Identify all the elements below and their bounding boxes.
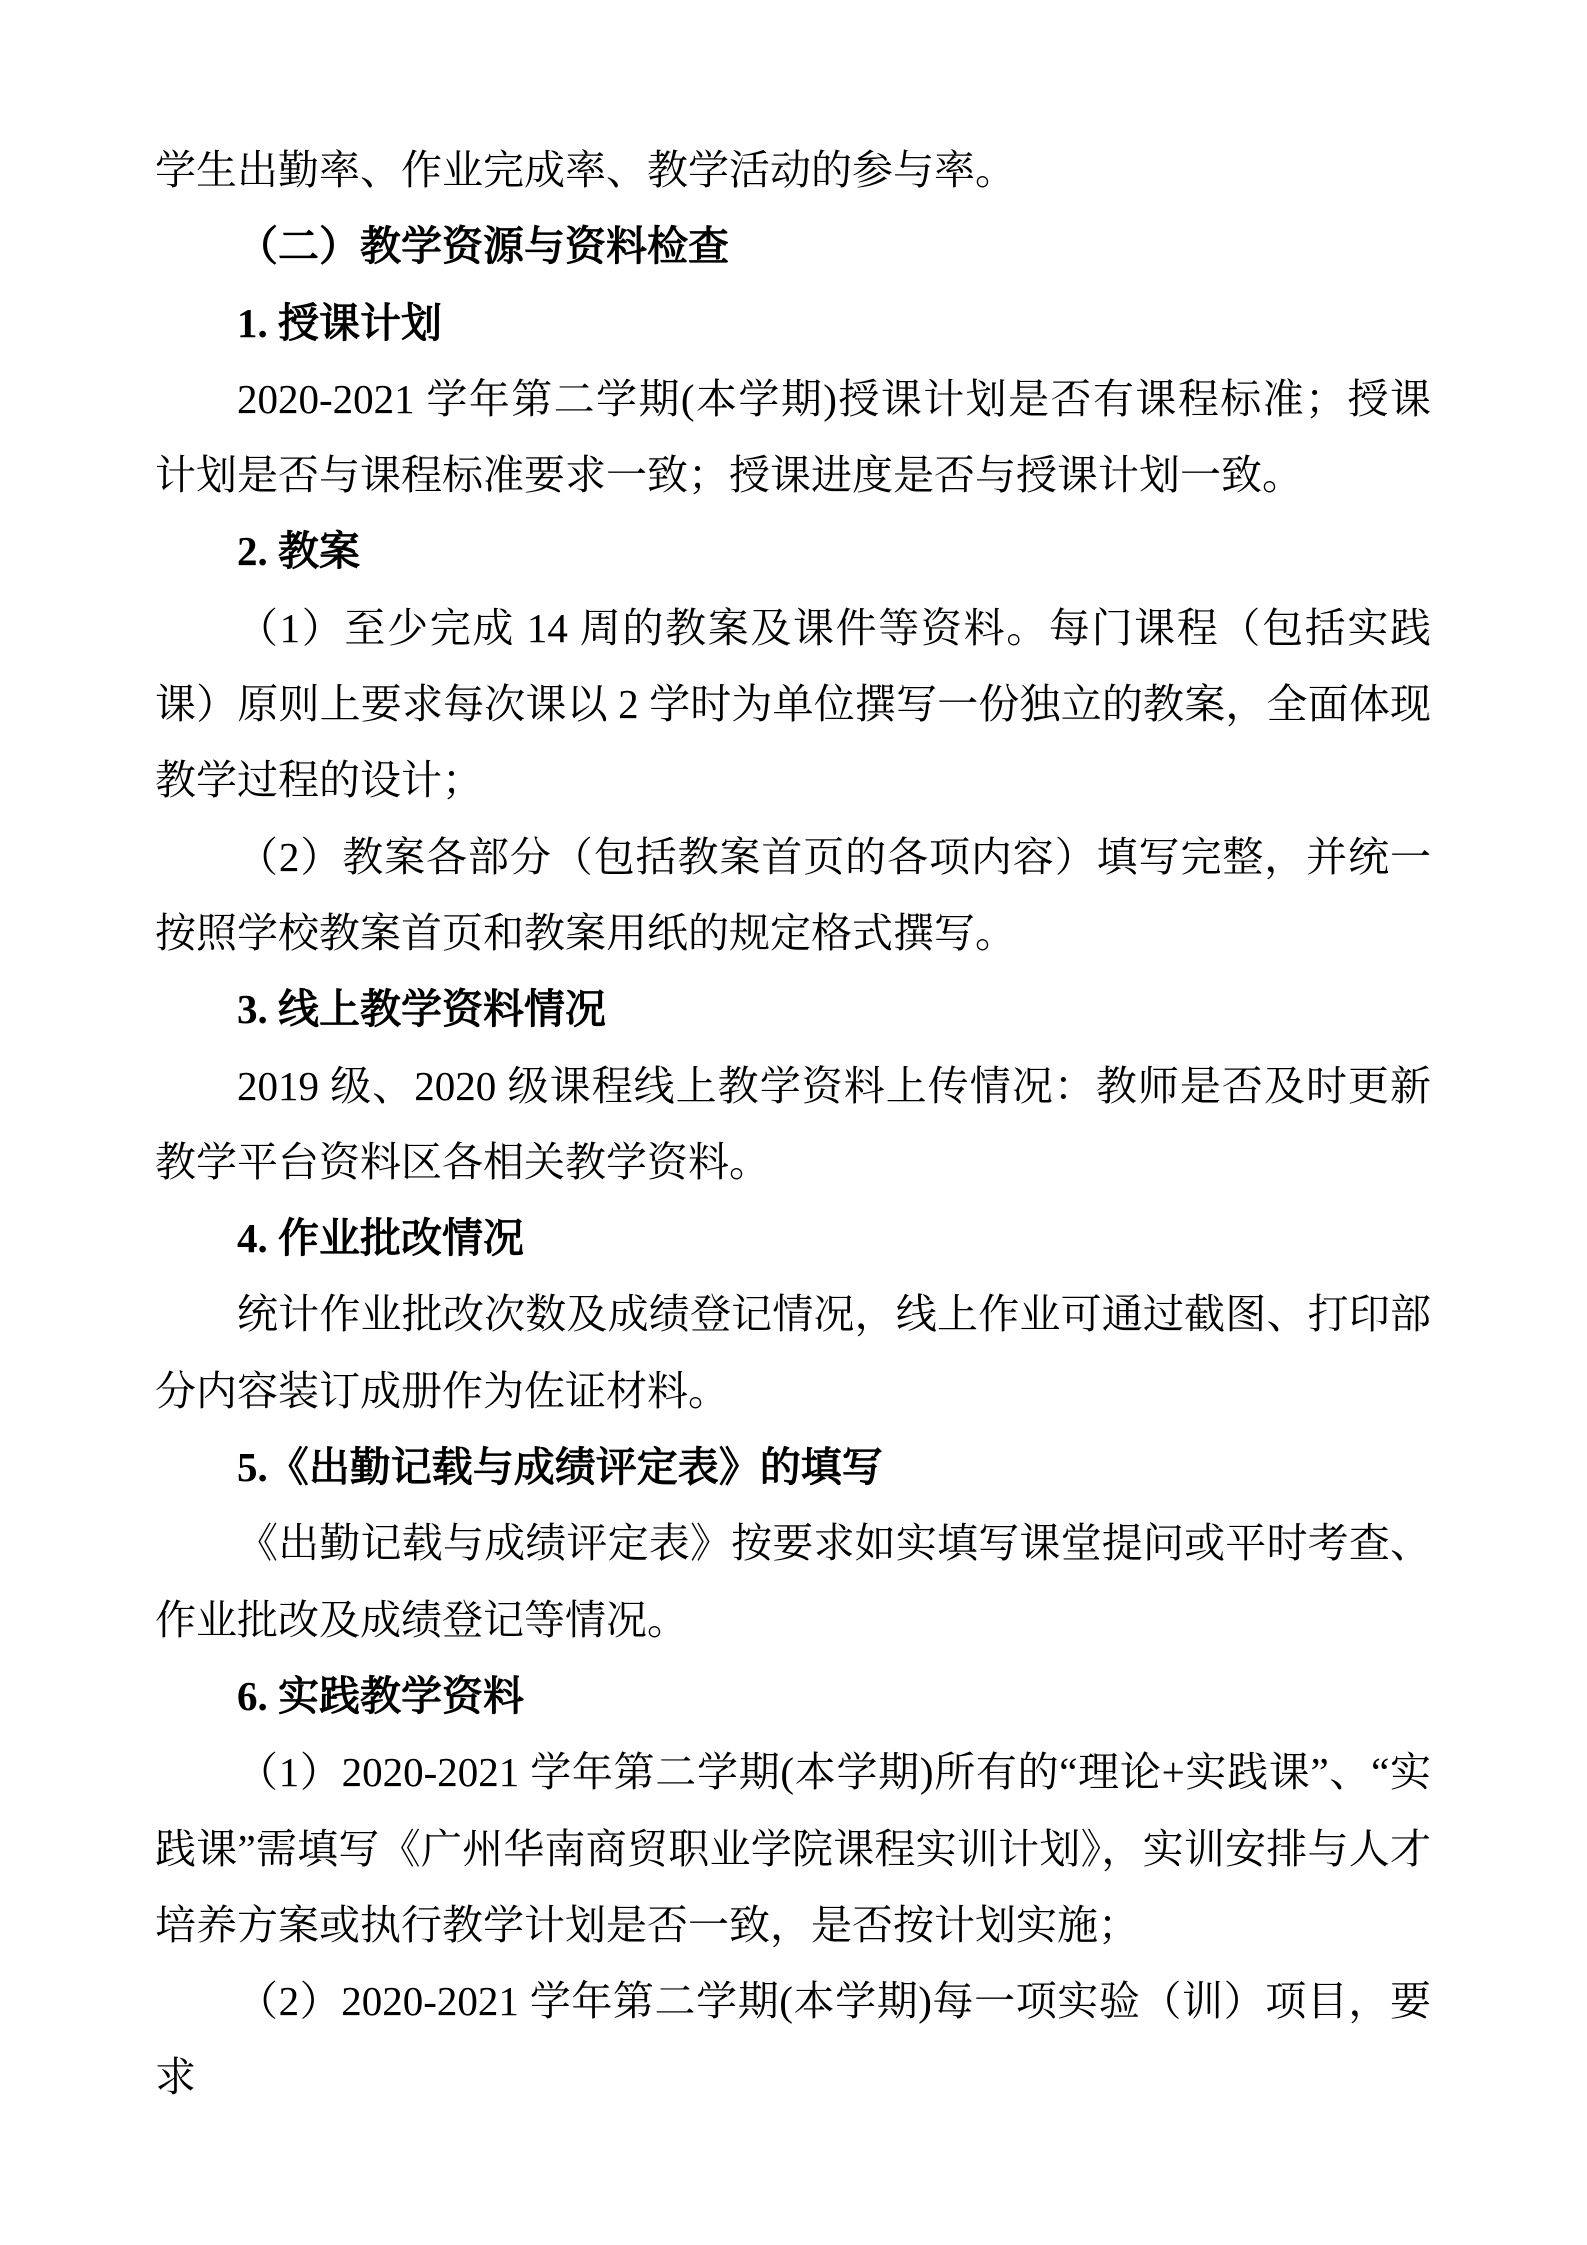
body-paragraph: 学生出勤率、作业完成率、教学活动的参与率。 bbox=[155, 147, 1016, 193]
sub-heading-2: 2. 教案 bbox=[237, 528, 360, 575]
section-heading: （二）教学资源与资料检查 bbox=[237, 223, 729, 270]
body-paragraph: 2020-2021 学年第二学期(本学期)授课计划是否有课程标准；授课计划是否与课程标准要求一致；授课进度是否与授课计划一致。 bbox=[155, 375, 1431, 499]
body-paragraph: （1）2020-2021 学年第二学期(本学期)所有的“理论+实践课”、“实践课”需填写《广州华南商贸职业学院课程实训计划》，实训安排与人才培养方案或执行教学计划是否一致，是否按计划实施； bbox=[155, 1749, 1431, 1948]
body-paragraph: 统计作业批改次数及成绩登记情况，线上作业可通过截图、打印部分内容装订成册作为佐证材料。 bbox=[155, 1291, 1431, 1414]
body-paragraph: （2）教案各部分（包括教案首页的各项内容）填写完整，并统一按照学校教案首页和教案用纸的规定格式撰写。 bbox=[155, 833, 1431, 956]
sub-heading-5: 5.《出勤记载与成绩评定表》的填写 bbox=[237, 1444, 883, 1491]
sub-heading-4: 4. 作业批改情况 bbox=[237, 1215, 524, 1262]
document-content bbox=[155, 132, 1431, 2116]
body-paragraph: 《出勤记载与成绩评定表》按要求如实填写课堂提问或平时考查、作业批改及成绩登记等情况。 bbox=[155, 1520, 1431, 1643]
body-paragraph: 2019 级、2020 级课程线上教学资料上传情况：教师是否及时更新教学平台资料区各相关教学资料。 bbox=[155, 1062, 1431, 1185]
sub-heading-1: 1. 授课计划 bbox=[237, 299, 442, 346]
body-paragraph: （2）2020-2021 学年第二学期(本学期)每一项实验（训）项目，要求 bbox=[155, 1978, 1431, 2101]
sub-heading-6: 6. 实践教学资料 bbox=[237, 1672, 524, 1719]
body-paragraph: （1）至少完成 14 周的教案及课件等资料。每门课程（包括实践课）原则上要求每次课以 2 学时为单位撰写一份独立的教案，全面体现教学过程的设计； bbox=[155, 604, 1431, 804]
sub-heading-3: 3. 线上教学资料情况 bbox=[237, 986, 606, 1033]
